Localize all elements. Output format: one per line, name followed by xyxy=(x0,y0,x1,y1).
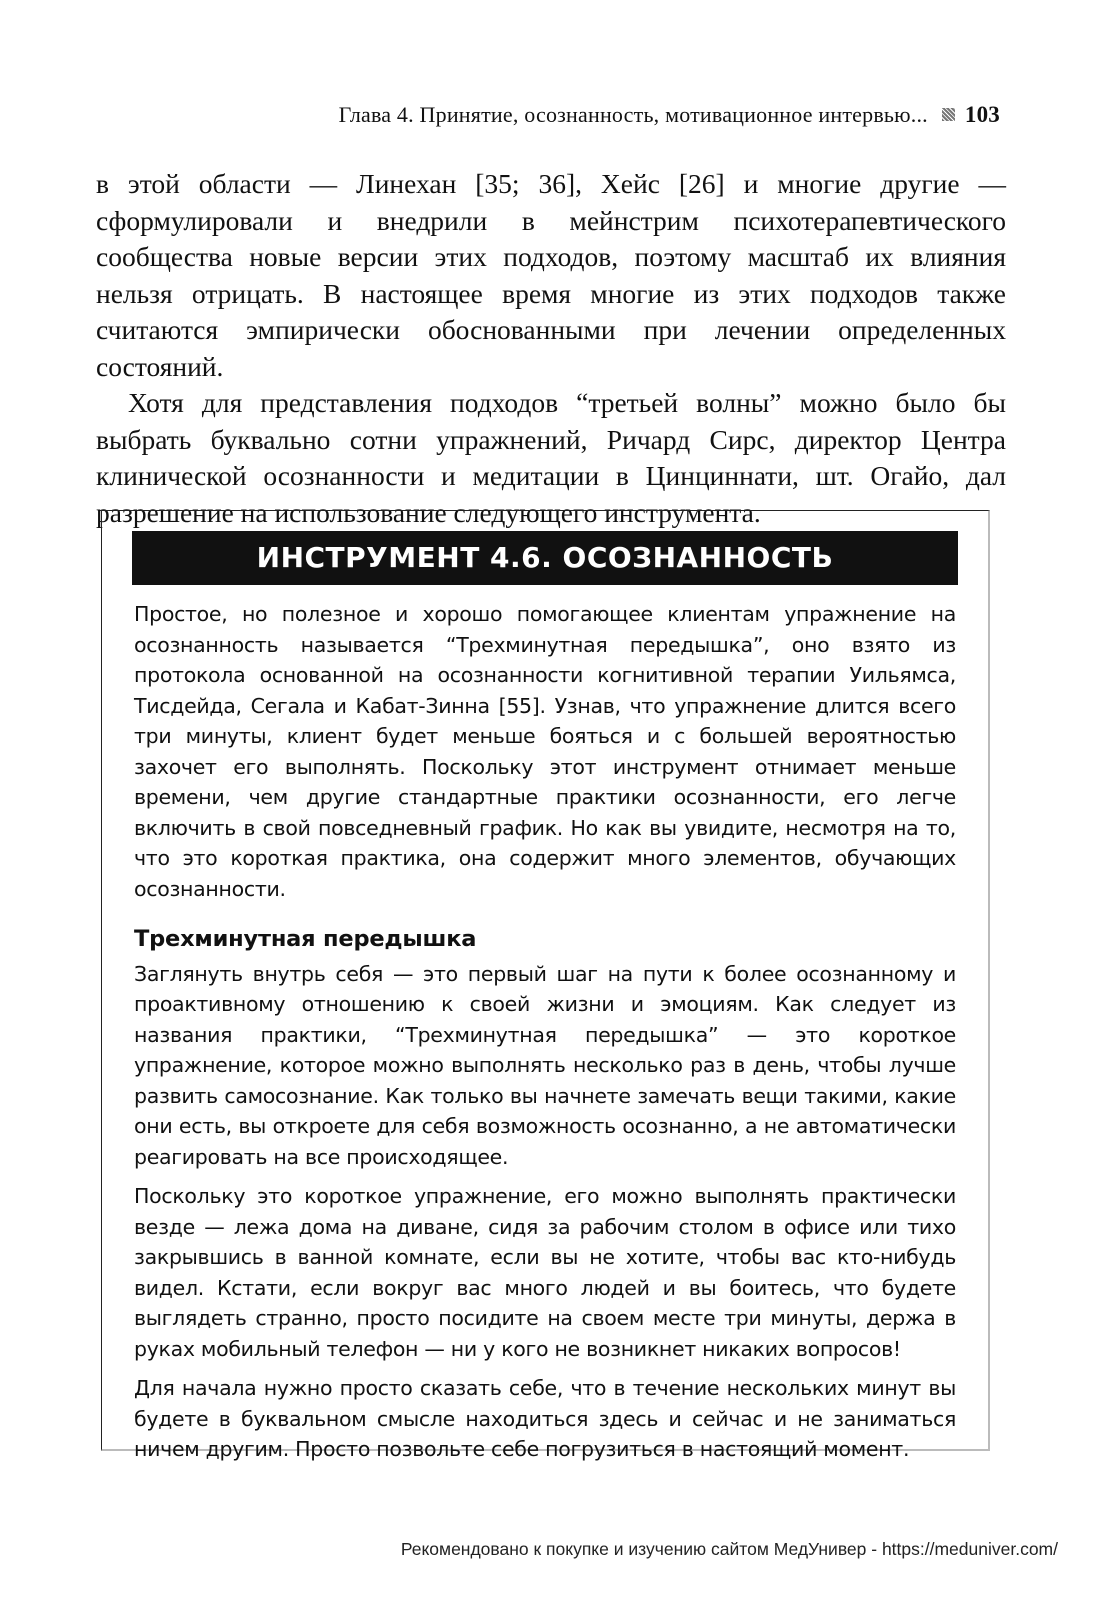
chapter-title: Глава 4. Принятие, осознанность, мотивационное интервью... xyxy=(338,102,928,127)
paragraph: в этой области — Линехан [35; 36], Хейс [26] и многие другие — сформулировали и внедрили в мейнстрим психотерапевтического сообщества новые версии этих подходов, поэтому масштаб их влияния нельзя отрицать. В настоящее время многие из этих подходов также считаются эмпирически обоснованными при лечении определенных состояний. xyxy=(96,168,1006,382)
page-number: 103 xyxy=(964,102,1000,127)
tool-paragraph: Поскольку это короткое упражнение, его можно выполнять практически везде — лежа дома на диване, сидя за рабочим столом в офисе или тихо закрывшись в ванной комнате, если вы не хотите, чтобы вас кто-нибудь видел. Кстати, если вокруг вас много людей и вы боитесь, что будете выглядеть странно, просто посидите на своем месте три минуты, держа в руках мобильный телефон — ни у кого не возникнет никаких вопросов! xyxy=(134,1184,956,1361)
tool-box xyxy=(101,510,990,1461)
main-text xyxy=(96,166,1006,531)
tool-subheading: Трехминутная передышка xyxy=(134,926,477,952)
running-head xyxy=(100,102,1000,128)
paragraph: Хотя для представления подходов “третьей волны” можно было бы выбрать буквально сотни упражнений, Ричард Сирс, директор Центра клинической осознанности и медитации в Цинциннати, шт. Огайо, дал разрешение на использование следующего инструмента. xyxy=(96,387,1006,528)
footer-note: Рекомендовано к покупке и изучению сайтом МедУнивер - https://meduniver.com/ xyxy=(400,1539,1058,1559)
tool-title: ИНСТРУМЕНТ 4.6. ОСОЗНАННОСТЬ xyxy=(132,531,958,585)
tool-intro: Простое, но полезное и хорошо помогающее клиентам упражнение на осознанность называется “Трехминутная передышка”, оно взято из протокола основанной на осознанности когнитивной терапии Уильямса, Тисдейда, Сегала и Кабат-Зинна [55]. Узнав, что упражнение длится всего три минуты, клиент будет меньше бояться и с большей вероятностью захочет его выполнять. Поскольку этот инструмент отнимает меньше времени, чем другие стандартные практики осознанности, его легче включить в свой повседневный график. Но как вы увидите, несмотря на то, что это короткая практика, она содержит много элементов, обучающих осознанности. xyxy=(134,602,956,901)
tool-body xyxy=(134,599,956,1474)
separator-square-icon xyxy=(942,108,955,121)
tool-paragraph: Для начала нужно просто сказать себе, что в течение нескольких минут вы будете в буквальном смысле находиться здесь и сейчас и не заниматься ничем другим. Просто позвольте себе погрузиться в настоящий момент. xyxy=(134,1376,956,1461)
tool-paragraph: Заглянуть внутрь себя — это первый шаг на пути к более осознанному и проактивному отношению к своей жизни и эмоциям. Как следует из названия практики, “Трехминутная передышка” — это короткое упражнение, которое можно выполнять несколько раз в день, чтобы лучше развить самосознание. Как только вы начнете замечать вещи такими, какие они есть, вы откроете для себя возможность осознанно, а не автоматически реагировать на все происходящее. xyxy=(134,961,956,1169)
